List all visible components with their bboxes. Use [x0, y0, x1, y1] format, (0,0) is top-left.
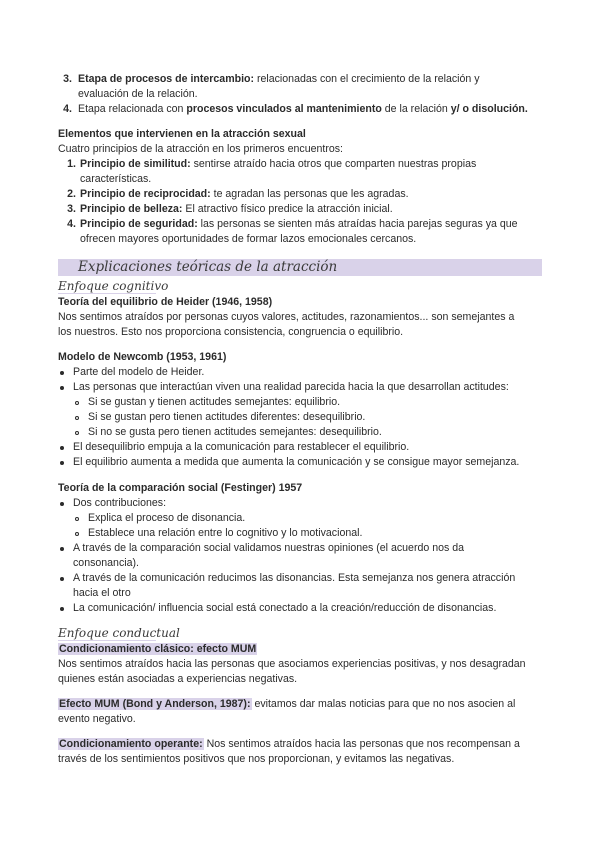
list-number: 4. — [67, 218, 76, 230]
list-number: 1. — [67, 158, 76, 170]
bullet-item: El equilibrio aumenta a medida que aumenta la comunicación y se consigue mayor semejanza. — [73, 456, 520, 468]
bullet-item: A través de la comparación social validamos nuestras opiniones (el acuerdo nos da — [73, 542, 465, 554]
sub-bullet-item: Si no se gusta pero tienen actitudes semejantes: desequilibrio. — [88, 426, 382, 438]
subsection-title: Enfoque conductual — [58, 626, 180, 640]
bullet-item: La comunicación/ influencia social está conectado a la creación/reducción de disonancias. — [73, 602, 497, 614]
bullet — [60, 446, 64, 450]
paragraph: Nos sentimos atraídos por personas cuyos valores, actitudes, razonamientos... son semejantes a — [58, 311, 515, 323]
list-item: Etapa relacionada con procesos vinculados al mantenimiento de la relación y/ o disolución. — [78, 103, 528, 115]
sub-bullet — [75, 431, 79, 435]
bullet — [60, 461, 64, 465]
theory-heading: Teoría del equilibrio de Heider (1946, 1958) — [58, 296, 273, 308]
bullet-item: Parte del modelo de Heider. — [73, 366, 205, 378]
paragraph: Condicionamiento operante: Nos sentimos atraídos hacia las personas que nos recompensan a — [59, 738, 520, 750]
list-number: 3. — [67, 203, 76, 215]
theory-heading: Condicionamiento clásico: efecto MUM — [59, 643, 257, 655]
sub-bullet — [75, 416, 79, 420]
paragraph: evento negativo. — [58, 713, 136, 725]
list-item: Principio de belleza: El atractivo físico predice la atracción inicial. — [80, 203, 393, 215]
bullet-item-continuation: hacia el otro — [73, 587, 131, 599]
sub-bullet-item: Establece una relación entre lo cognitivo y lo motivacional. — [88, 527, 363, 539]
sub-bullet-item: Si se gustan y tienen actitudes semejantes: equilibrio. — [88, 396, 341, 408]
list-item: Principio de seguridad: las personas se sienten más atraídas hacia parejas seguras ya que — [80, 218, 518, 230]
paragraph: través de los sentimientos positivos que nos proporcionan, y evitamos las negativas. — [58, 753, 455, 765]
bullet — [60, 607, 64, 611]
section-heading: Elementos que intervienen en la atracción sexual — [58, 128, 306, 140]
list-item-continuation: características. — [80, 173, 152, 185]
theory-heading: Modelo de Newcomb (1953, 1961) — [58, 351, 227, 363]
bullet-item: Las personas que interactúan viven una realidad parecida hacia la que desarrollan actitudes: — [73, 381, 509, 393]
bullet — [60, 577, 64, 581]
bullet-item: Dos contribuciones: — [73, 497, 167, 509]
sub-bullet — [75, 401, 79, 405]
bullet — [60, 502, 64, 506]
section-title: Explicaciones teóricas de la atracción — [78, 259, 338, 275]
bullet — [60, 386, 64, 390]
bullet — [60, 547, 64, 551]
paragraph: los nuestros. Esto nos proporciona consistencia, congruencia o equilibrio. — [58, 326, 404, 338]
list-item-continuation: ofrecen mayores oportunidades de formar lazos emocionales cercanos. — [80, 233, 417, 245]
sub-bullet-item: Si se gustan pero tienen actitudes diferentes: desequilibrio. — [88, 411, 366, 423]
bullet-item: A través de la comunicación reducimos las disonancias. Esta semejanza nos genera atracción — [73, 572, 516, 584]
list-number: 2. — [67, 188, 76, 200]
sub-bullet — [75, 532, 79, 536]
subsection-title: Enfoque cognitivo — [58, 279, 169, 293]
list-number: 4. — [63, 103, 72, 115]
paragraph: quienes están asociadas a experiencias negativas. — [58, 673, 298, 685]
paragraph: Nos sentimos atraídos hacia las personas que asociamos experiencias positivas, y nos desagradan — [58, 658, 526, 670]
paragraph: Cuatro principios de la atracción en los primeros encuentros: — [58, 143, 343, 155]
list-item-continuation: evaluación de la relación. — [78, 88, 198, 100]
bullet-item: El desequilibrio empuja a la comunicación para restablecer el equilibrio. — [73, 441, 410, 453]
sub-bullet-item: Explica el proceso de disonancia. — [88, 512, 246, 524]
list-item: Principio de similitud: sentirse atraído hacia otros que comparten nuestras propias — [80, 158, 477, 170]
bullet — [60, 371, 64, 375]
subsection-underline — [58, 640, 156, 641]
subsection-underline — [58, 293, 156, 294]
sub-bullet — [75, 517, 79, 521]
list-item: Etapa de procesos de intercambio: relacionadas con el crecimiento de la relación y — [78, 73, 480, 85]
theory-heading: Teoría de la comparación social (Festinger) 1957 — [58, 482, 303, 494]
paragraph: Efecto MUM (Bond y Anderson, 1987): evitamos dar malas noticias para que no nos asocien al — [59, 698, 516, 710]
list-item: Principio de reciprocidad: te agradan las personas que les agradas. — [80, 188, 409, 200]
bullet-item-continuation: consonancia). — [73, 557, 139, 569]
list-number: 3. — [63, 73, 72, 85]
